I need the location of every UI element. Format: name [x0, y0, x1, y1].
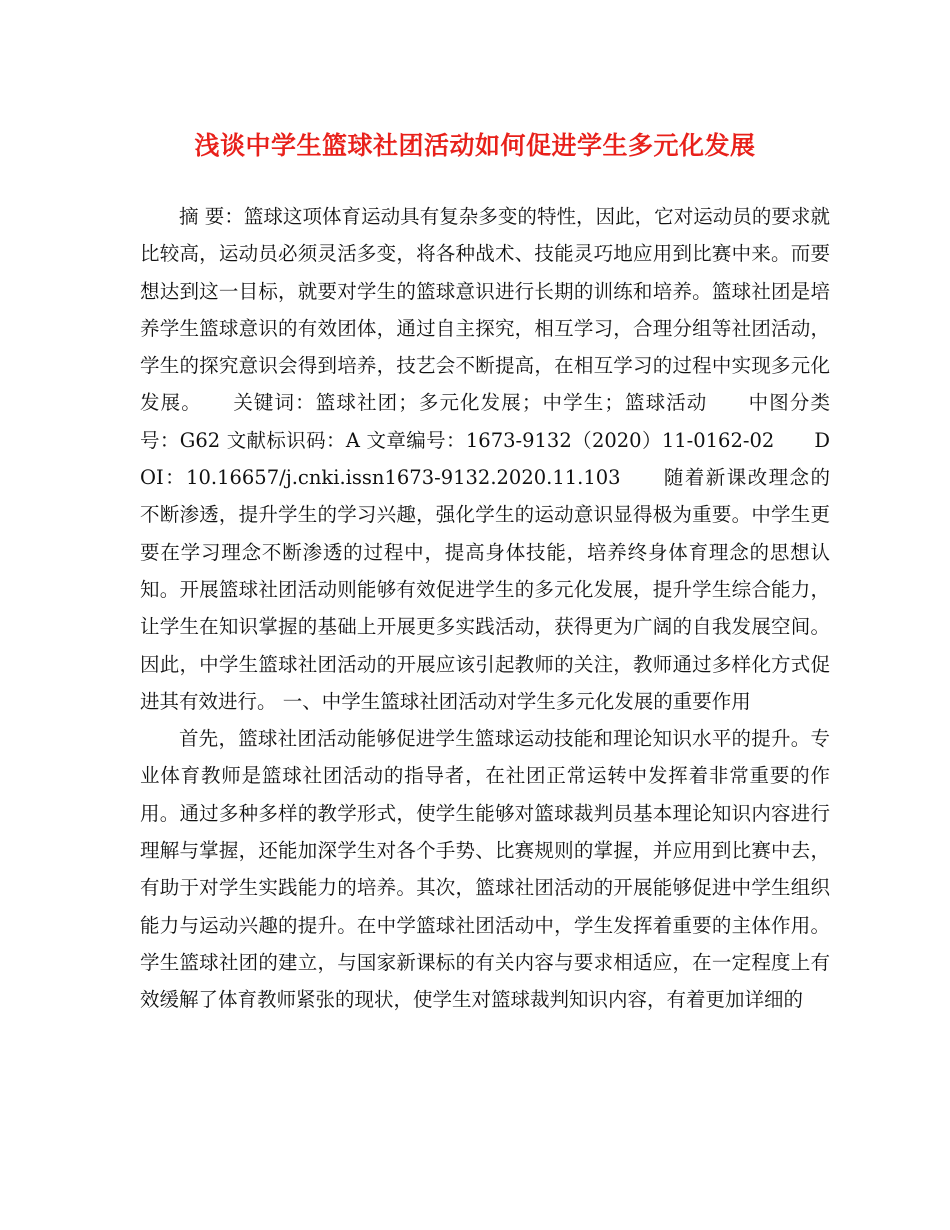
document-body: [140, 198, 830, 1019]
paragraph-body: 首先，篮球社团活动能够促进学生篮球运动技能和理论知识水平的提升。专业体育教师是篮球社团活动的指导者，在社团正常运转中发挥着非常重要的作用。通过多种多样的教学形式，使学生能够对篮球裁判员基本理论知识内容进行理解与掌握，还能加深学生对各个手势、比赛规则的掌握，并应用到比赛中去，有助于对学生实践能力的培养。其次，篮球社团活动的开展能够促进中学生组织能力与运动兴趣的提升。在中学篮球社团活动中，学生发挥着重要的主体作用。学生篮球社团的建立，与国家新课标的有关内容与要求相适应，在一定程度上有效缓解了体育教师紧张的现状，使学生对篮球裁判知识内容，有着更加详细的: [140, 727, 830, 1012]
document-title: 浅谈中学生篮球社团活动如何促进学生多元化发展: [194, 131, 756, 160]
paragraph-abstract: 摘 要：篮球这项体育运动具有复杂多变的特性，因此，它对运动员的要求就比较高，运动员必须灵活多变，将各种战术、技能灵巧地应用到比赛中来。而要想达到这一目标，就要对学生的篮球意识进行长期的训练和培养。篮球社团是培养学生篮球意识的有效团体，通过自主探究，相互学习，合理分组等社团活动，学生的探究意识会得到培养，技艺会不断提高，在相互学习的过程中实现多元化发展。 关键词：篮球社团；多元化发展；中学生；篮球活动 中图分类号：G62 文献标识码：A 文章编号：1673-9132（2020）11-0162-02 DOI：10.16657/j.cnki.issn1673-9132.2020.11.103 随着新课改理念的不断渗透，提升学生的学习兴趣，强化学生的运动意识显得极为重要。中学生更要在学习理念不断渗透的过程中，提高身体技能，培养终身体育理念的思想认知。开展篮球社团活动则能够有效促进学生的多元化发展，提升学生综合能力，让学生在知识掌握的基础上开展更多实践活动，获得更为广阔的自我发展空间。因此，中学生篮球社团活动的开展应该引起教师的关注，教师通过多样化方式促进其有效进行。 一、中学生篮球社团活动对学生多元化发展的重要作用: [140, 205, 830, 713]
